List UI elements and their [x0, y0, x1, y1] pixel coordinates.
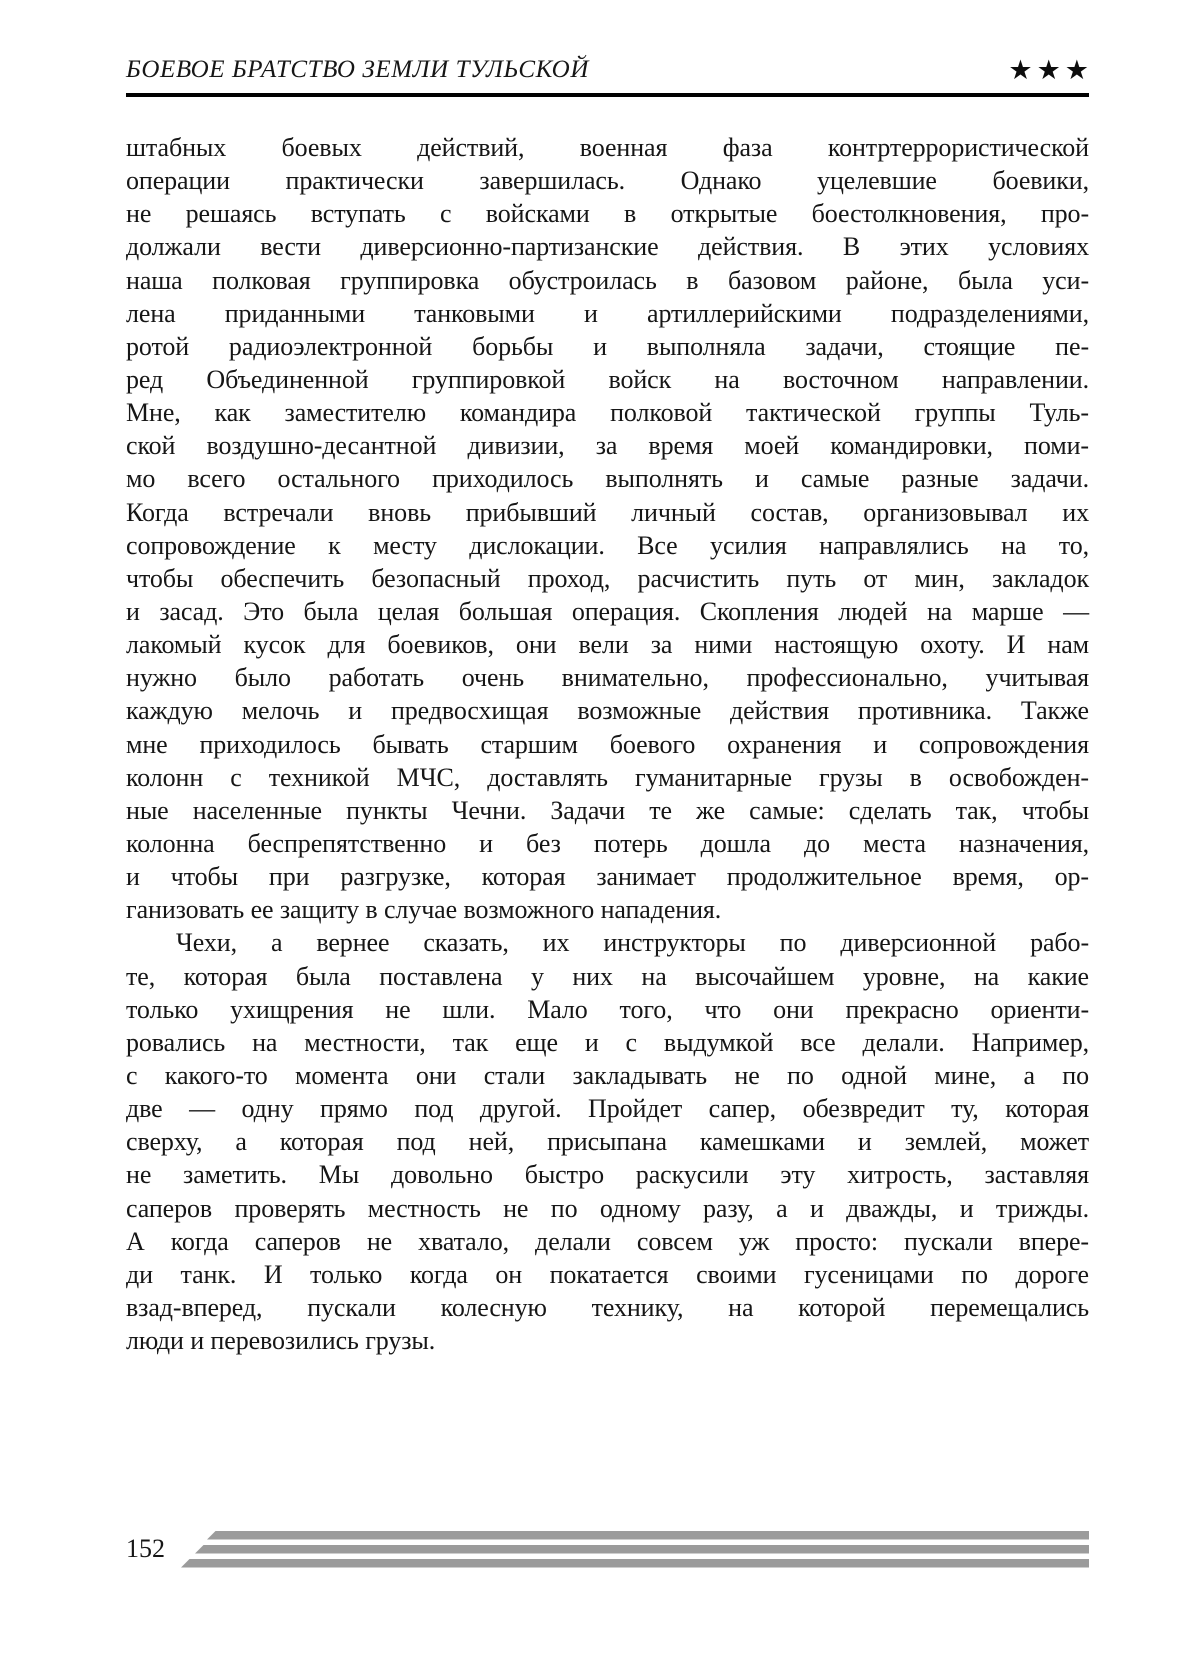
- text-line: ротой радиоэлектронной борьбы и выполняла задачи, стоящие пе-: [126, 331, 1089, 361]
- text-line: те, которая была поставлена у них на высочайшем уровне, на какие: [126, 961, 1089, 991]
- text-line: ской воздушно-десантной дивизии, за время моей командировки, поми-: [126, 431, 1089, 461]
- text-line: мне приходилось бывать старшим боевого охранения и сопровождения: [126, 729, 1089, 759]
- page-number: 152: [126, 1534, 165, 1563]
- text-line: две — одну прямо под другой. Пройдет сапер, обезвредит ту, которая: [126, 1094, 1089, 1124]
- text-line: Мне, как заместителю командира полковой тактической группы Туль-: [126, 398, 1089, 428]
- page-footer: [126, 1527, 1089, 1571]
- footer-stripe: [181, 1559, 1089, 1568]
- text-line: штабных боевых действий, военная фаза контртеррористической: [126, 133, 1089, 162]
- body-text: [126, 131, 1089, 1357]
- running-title: БОЕВОЕ БРАТСТВО ЗЕМЛИ ТУЛЬСКОЙ: [126, 56, 589, 83]
- text-line: операции практически завершилась. Однако уцелевшие боевики,: [126, 166, 1089, 196]
- text-line: каждую мелочь и предвосхищая возможные действия противника. Также: [126, 696, 1089, 726]
- text-line: Когда встречали вновь прибывший личный состав, организовывал их: [126, 497, 1089, 527]
- text-line: и засад. Это была целая большая операция. Скопления людей на марше —: [126, 596, 1089, 626]
- text-line: мо всего остального приходилось выполнять и самые разные задачи.: [126, 464, 1089, 494]
- footer-stripes-decoration: [181, 1531, 1089, 1568]
- text-line: только ухищрения не шли. Мало того, что они прекрасно ориенти-: [126, 994, 1089, 1024]
- text-line: А когда саперов не хватало, делали совсем уж просто: пускали впере-: [126, 1226, 1089, 1256]
- text-line: не решаясь вступать с войсками в открытые боестолкновения, про-: [126, 199, 1089, 229]
- text-line: колонн с техникой МЧС, доставлять гуманитарные грузы в освобожден-: [126, 762, 1089, 792]
- text-line: и чтобы при разгрузке, которая занимает продолжительное время, ор-: [126, 862, 1089, 892]
- text-line: сопровождение к месту дислокации. Все усилия направлялись на то,: [126, 530, 1089, 560]
- text-line: с какого-то момента они стали закладывать не по одной мине, а по: [126, 1060, 1089, 1090]
- text-line: ганизовать ее защиту в случае возможного нападения.: [126, 895, 722, 925]
- header-rule: [126, 93, 1089, 97]
- three-stars-icon: ★★★: [1008, 55, 1093, 85]
- text-line: ровались на местности, так еще и с выдумкой все делали. Например,: [126, 1027, 1089, 1057]
- text-line: ред Объединенной группировкой войск на восточном направлении.: [126, 364, 1089, 394]
- text-line: саперов проверять местность не по одному разу, а и дважды, и трижды.: [126, 1193, 1089, 1223]
- text-line: сверху, а которая под ней, присыпана камешками и землей, может: [126, 1127, 1089, 1157]
- text-line: чтобы обеспечить безопасный проход, расчистить путь от мин, закладок: [126, 563, 1089, 593]
- text-line: взад-вперед, пускали колесную технику, на которой перемещались: [126, 1292, 1089, 1322]
- text-line: ди танк. И только когда он покатается своими гусеницами по дороге: [126, 1259, 1089, 1289]
- footer-stripe: [195, 1545, 1089, 1554]
- text-line: нужно было работать очень внимательно, профессионально, учитывая: [126, 663, 1089, 693]
- text-line: ные населенные пункты Чечни. Задачи те же самые: сделать так, чтобы: [126, 795, 1089, 825]
- page-header: [126, 55, 1093, 85]
- text-line: наша полковая группировка обустроилась в базовом районе, была уси-: [126, 265, 1089, 295]
- text-line: лена приданными танковыми и артиллерийскими подразделениями,: [126, 298, 1089, 328]
- text-line: лакомый кусок для боевиков, они вели за ними настоящую охоту. И нам: [126, 630, 1089, 660]
- text-line: должали вести диверсионно-партизанские действия. В этих условиях: [126, 232, 1089, 262]
- footer-stripe: [207, 1531, 1089, 1540]
- text-line: Чехи, а вернее сказать, их инструкторы по диверсионной рабо-: [176, 928, 1089, 958]
- text-line: не заметить. Мы довольно быстро раскусили эту хитрость, заставляя: [126, 1160, 1089, 1190]
- text-line: колонна беспрепятственно и без потерь дошла до места назначения,: [126, 828, 1089, 858]
- text-line: люди и перевозились грузы.: [126, 1326, 436, 1356]
